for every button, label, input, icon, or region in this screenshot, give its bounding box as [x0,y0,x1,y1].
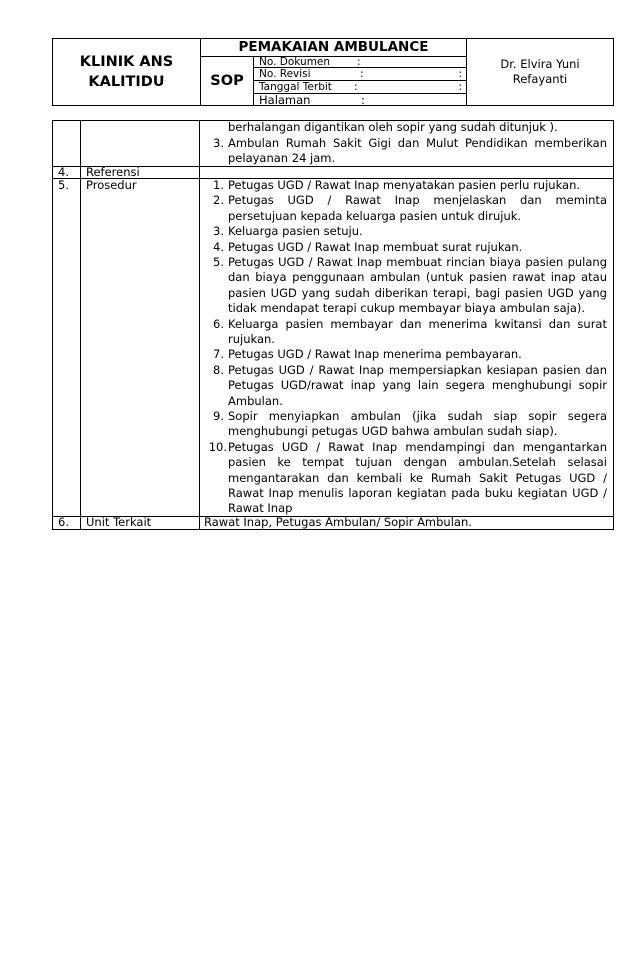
signer-name-line1: Dr. Elvira Yuni [500,57,580,71]
procedure-step-text: Sopir menyiapkan ambulan (jika sudah siap sopir segera [228,409,607,423]
document-title: PEMAKAIAN AMBULANCE [201,39,466,57]
procedure-step-text: persetujuan kepada keluarga pasien untuk dirujuk. [228,208,522,223]
document-meta [253,56,466,105]
procedure-step-text: Petugas UGD / Rawat Inap menjelaskan dan meminta [228,193,607,208]
row-number: 4. [58,165,69,179]
procedure-step-text: menghubungi petugas UGD bahwa ambulan sudah siap). [228,424,558,439]
procedure-step-text: mengantarakan dan kembali ke Rumah Sakit Petugas UGD / [228,470,607,485]
row-number: 5. [58,178,69,192]
meta-colon: : [354,81,358,93]
meta-label: Tanggal Terbit [259,81,332,93]
row-value-unit-terkait: Rawat Inap, Petugas Ambulan/ Sopir Ambulan. [204,515,472,529]
procedure-step-text: Ambulan. [228,393,283,408]
meta-row-document-number [253,56,466,68]
list-number: 7. [213,347,224,362]
meta-label: Halaman [259,93,311,107]
procedure-step-text: pasien UGD yang sudah diberikan terapi, bagi pasien UGD yang [228,285,607,300]
procedure-step-text: Petugas UGD / Rawat Inap membuat surat rujukan. [228,239,523,254]
row-label-unit-terkait: Unit Terkait [86,515,152,529]
meta-colon-end: : [458,68,462,80]
list-number: 2. [213,193,224,208]
continued-item-text: Ambulan Rumah Sakit Gigi dan Mulut Pendidikan memberikan [228,135,607,150]
procedure-step-text: Keluarga pasien membayar dan menerima kwitansi dan surat [228,316,607,331]
continued-item-text: pelayanan 24 jam. [228,151,336,165]
procedure-step-text: rujukan. [228,332,275,346]
header-center [201,39,467,105]
table-border-left [52,120,53,530]
meta-label: No. Revisi [259,68,311,80]
clinic-name-line1: KLINIK ANS [79,54,174,70]
procedure-step-text: Petugas UGD/rawat inap yang lain segera menghubungi sopir [228,378,607,393]
meta-colon: : [361,93,365,107]
meta-colon: : [360,68,364,80]
list-number: 3. [213,224,224,239]
procedure-step-text: Petugas UGD / Rawat Inap membuat rincian biaya pasien pulang [228,255,607,269]
signer-name-line2: Refayanti [512,72,568,86]
clinic-name-line2: KALITIDU [88,74,165,90]
column-divider-2 [199,120,200,530]
procedure-step-text: Rawat Inap menulis laporan kegiatan pada buku kegiatan UGD / [228,486,607,500]
procedure-step-text: Petugas UGD / Rawat Inap menerima pembayaran. [228,347,522,362]
list-number: 4. [213,239,224,254]
meta-colon-end: : [458,81,462,93]
list-number: 10. [208,439,227,454]
procedure-step-text: dan biaya penggunaan ambulan (untuk pasien rawat inap atau [228,270,607,285]
procedure-step-text: Petugas UGD / Rawat Inap mendampingi dan mengantarkan [228,439,607,454]
meta-colon: : [357,56,361,68]
list-number: 3. [213,135,224,150]
procedure-step-text: tidak mendapat terapi cukup membayar biaya ambulan saja). [228,301,586,316]
list-number: 9. [213,409,224,423]
row-label-prosedur: Prosedur [86,178,137,192]
table-border-right [613,120,614,530]
sop-header [52,38,614,106]
signer-block [467,39,613,105]
meta-row-page [253,94,466,107]
procedure-step-text: Rawat Inap [228,501,293,516]
procedure-step-text: Keluarga pasien setuju. [228,224,363,239]
list-number: 5. [213,255,224,269]
sop-label: SOP [201,56,254,105]
row-label-referensi: Referensi [86,165,140,179]
procedure-step-text: pasien ke tempat tujuan dengan ambulan.Setelah selasai [228,455,607,470]
clinic-name [53,39,201,105]
sop-table [52,120,614,530]
list-number: 8. [213,362,224,377]
list-number: 6. [213,316,224,331]
column-divider-1 [80,120,81,530]
procedure-step-text: Petugas UGD / Rawat Inap mempersiapkan kesiapan pasien dan [228,362,607,377]
procedure-step-text: Petugas UGD / Rawat Inap menyatakan pasien perlu rujukan. [228,178,581,192]
continued-line: berhalangan digantikan oleh sopir yang sudah ditunjuk ). [228,120,558,134]
row-number: 6. [58,515,69,529]
list-number: 1. [213,178,224,192]
meta-row-revision [253,68,466,81]
meta-label: No. Dokumen [259,56,331,68]
